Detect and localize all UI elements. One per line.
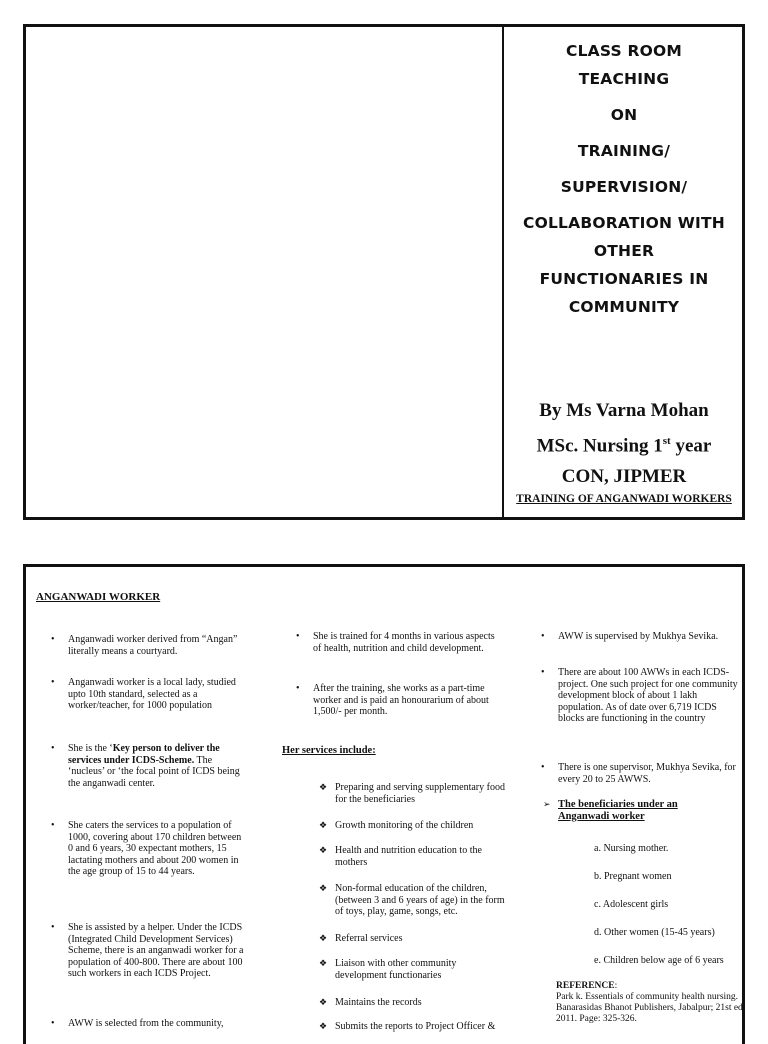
training-caption: TRAINING OF ANGANWADI WORKERS (516, 493, 732, 505)
panel-divider (502, 27, 504, 517)
arrow-bullet-icon: ➢ (543, 799, 551, 809)
diamond-bullet-icon: ❖ (319, 845, 328, 855)
beneficiaries-heading: ➢ The beneficiaries under an Anganwadi worker (543, 799, 678, 822)
list-item: • Anganwadi worker derived from “Angan” literally means a courtyard. (51, 634, 238, 657)
title-line: FUNCTIONARIES IN (539, 270, 709, 288)
diamond-bullet-icon: ❖ (319, 997, 328, 1007)
services-heading: Her services include: (282, 745, 376, 756)
bullet-icon: • (51, 677, 55, 688)
bullet-icon: • (51, 634, 55, 645)
diamond-bullet-icon: ❖ (319, 883, 328, 893)
list-item: • AWW is selected from the community, (51, 1018, 224, 1029)
bullet-icon: • (51, 1018, 55, 1029)
bullet-icon: • (541, 762, 545, 773)
beneficiary-item: e. Children below age of 6 years (594, 955, 724, 966)
content-panel (23, 564, 745, 1044)
title-line: TEACHING (578, 70, 670, 88)
list-item: ❖ Maintains the records (319, 997, 422, 1008)
list-item: • There are about 100 AWWs in each ICDS-project. One such project for one community development block of about 1 lakh population. As of date over 6,719 ICDS blocks are functioning in the country (541, 667, 738, 724)
list-item: ❖ Growth monitoring of the children (319, 820, 474, 831)
list-item: • After the training, she works as a part-time worker and is paid an honourarium of about 1,500/- per month. (296, 683, 489, 717)
list-item: ❖ Non-formal education of the children, (between 3 and 6 years of age) in the form of toys, play, game, songs, etc. (319, 883, 505, 917)
list-item: • She is assisted by a helper. Under the ICDS (Integrated Child Development Services) Scheme, there is an anganwadi worker for a population of 400-800. There are about 100 such workers in each ICDS Project. (51, 922, 244, 979)
list-item: • Anganwadi worker is a local lady, studied upto 10th standard, selected as a worker/teacher, for 1000 population (51, 677, 236, 711)
list-item: • She is the ‘Key person to deliver the services under ICDS-Scheme. The ‘nucleus’ or ‘the focal point of ICDS being the anganwadi center. (51, 743, 240, 789)
title-line: CLASS ROOM (566, 42, 682, 60)
author-degree: MSc. Nursing 1st year (536, 435, 712, 457)
list-item: ❖ Referral services (319, 933, 403, 944)
author-name: By Ms Varna Mohan (539, 400, 709, 421)
list-item: ❖ Health and nutrition education to the mothers (319, 845, 482, 868)
list-item: ❖ Liaison with other community development functionaries (319, 958, 457, 981)
reference-block: REFERENCE: Park k. Essentials of community health nursing. Banarasidas Bhanot Publishers, Jabalpur; 21st ed. 2011. Page: 325-326. (556, 981, 746, 1024)
diamond-bullet-icon: ❖ (319, 958, 328, 968)
list-item: • She is trained for 4 months in various aspects of health, nutrition and child development. (296, 631, 495, 654)
beneficiary-item: d. Other women (15-45 years) (594, 927, 715, 938)
bullet-icon: • (51, 743, 55, 754)
list-item: • AWW is supervised by Mukhya Sevika. (541, 631, 719, 642)
bullet-icon: • (541, 667, 545, 678)
section-heading: ANGANWADI WORKER (36, 591, 161, 603)
list-item: • There is one supervisor, Mukhya Sevika, for every 20 to 25 AWWS. (541, 762, 736, 785)
title-line: COLLABORATION WITH (523, 214, 725, 232)
diamond-bullet-icon: ❖ (319, 1021, 328, 1031)
diamond-bullet-icon: ❖ (319, 782, 328, 792)
list-item: • She caters the services to a population of 1000, covering about 170 children between 0 and 6 years, 30 expectant mothers, 15 lactating mothers and about 200 women in the age group of 15 to 44 years. (51, 820, 242, 877)
bullet-icon: • (51, 820, 55, 831)
bullet-icon: • (296, 631, 300, 642)
title-line: ON (610, 106, 638, 124)
title-line: OTHER (593, 242, 655, 260)
list-item: ❖ Submits the reports to Project Officer & (319, 1021, 496, 1032)
title-line: TRAINING/ (577, 142, 671, 160)
reference-label: REFERENCE (556, 981, 615, 991)
list-item: ❖ Preparing and serving supplementary food for the beneficiaries (319, 782, 505, 805)
title-block (506, 27, 742, 327)
bullet-icon: • (541, 631, 545, 642)
bullet-icon: • (296, 683, 300, 694)
bullet-icon: • (51, 922, 55, 933)
diamond-bullet-icon: ❖ (319, 933, 328, 943)
beneficiary-item: c. Adolescent girls (594, 899, 669, 910)
title-line: COMMUNITY (568, 298, 680, 316)
reference-text: Park k. Essentials of community health nursing. Banarasidas Bhanot Publishers, Jabalpur; 21st ed. 2011. Page: 325-326. (556, 992, 746, 1024)
beneficiary-item: b. Pregnant women (594, 871, 672, 882)
title-line: SUPERVISION/ (560, 178, 688, 196)
diamond-bullet-icon: ❖ (319, 820, 328, 830)
beneficiary-item: a. Nursing mother. (594, 843, 669, 854)
cover-panel (23, 24, 745, 520)
author-institution: CON, JIPMER (561, 466, 687, 488)
author-block (506, 395, 742, 492)
